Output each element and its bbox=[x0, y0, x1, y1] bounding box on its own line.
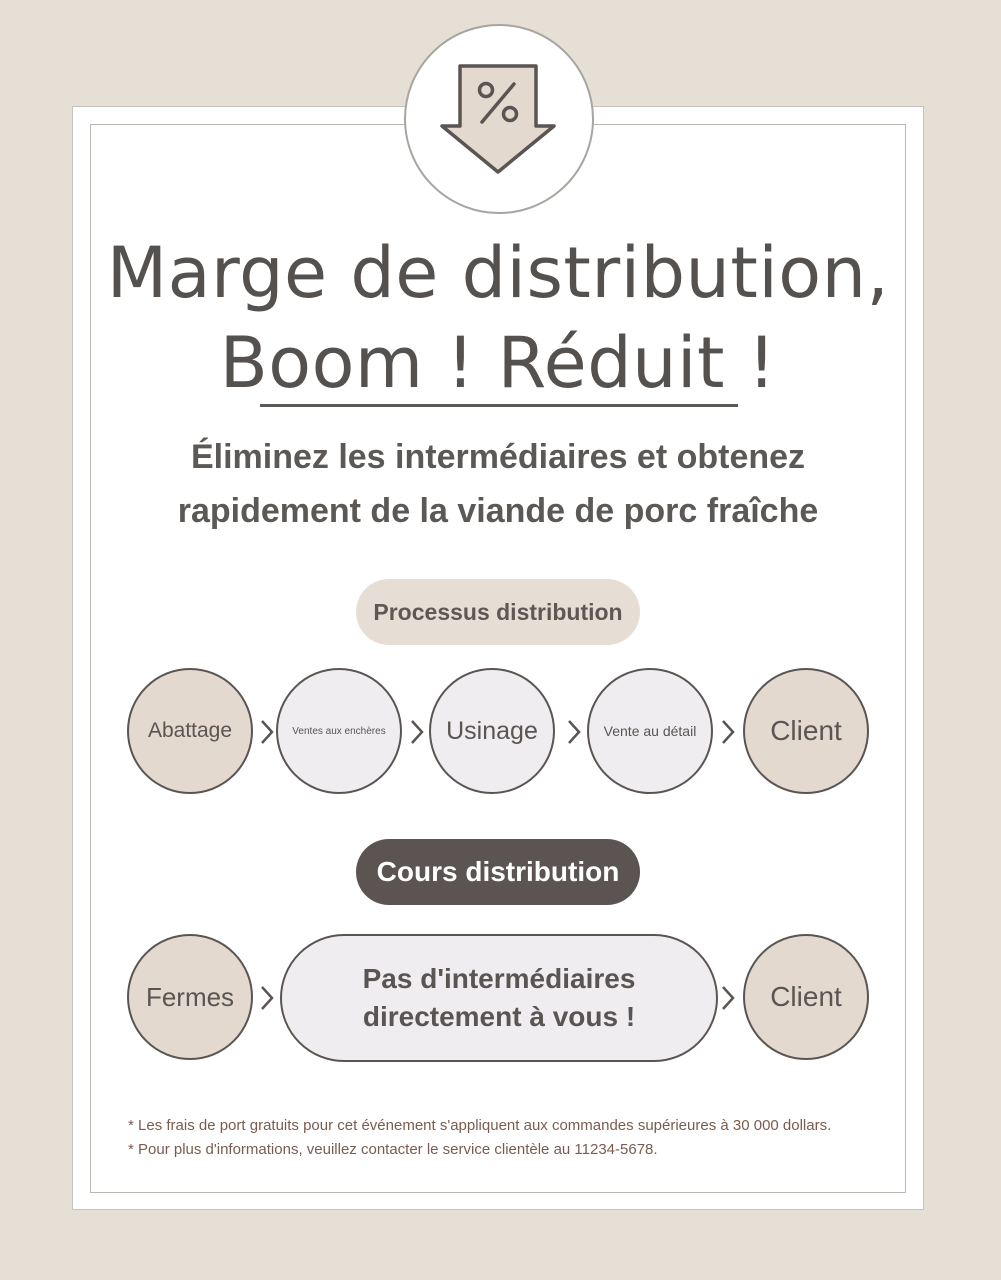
subtitle bbox=[90, 430, 906, 538]
course-step-client: Client bbox=[743, 934, 869, 1060]
direct-line-2: directement à vous ! bbox=[362, 1001, 636, 1032]
subtitle-line-1: Éliminez les intermédiaires et obtenez bbox=[190, 438, 806, 476]
course-step-direct bbox=[280, 934, 718, 1062]
footnote-contact: * Pour plus d'informations, veuillez contacter le service clientèle au 11234-5678. bbox=[128, 1141, 658, 1158]
direct-line-1: Pas d'intermédiaires bbox=[362, 963, 636, 994]
process-label: Processus distribution bbox=[356, 579, 640, 645]
course-step-fermes: Fermes bbox=[127, 934, 253, 1060]
course-label: Cours distribution bbox=[356, 839, 640, 905]
chevron-right-icon bbox=[720, 718, 736, 746]
title-line-1: Marge de distribution, bbox=[106, 232, 890, 314]
discount-badge bbox=[404, 24, 594, 214]
chevron-right-icon bbox=[259, 984, 275, 1012]
process-step-client: Client bbox=[743, 668, 869, 794]
percent-down-arrow-icon bbox=[440, 60, 558, 178]
chevron-right-icon bbox=[409, 718, 425, 746]
process-step-ventes: Ventes aux enchères bbox=[276, 668, 402, 794]
title-line-2: Boom ! Réduit ! bbox=[219, 322, 777, 404]
process-step-vente-detail: Vente au détail bbox=[587, 668, 713, 794]
footnotes bbox=[128, 1114, 888, 1162]
process-step-abattage: Abattage bbox=[127, 668, 253, 794]
subtitle-line-2: rapidement de la viande de porc fraîche bbox=[177, 492, 819, 530]
footnote-shipping: * Les frais de port gratuits pour cet événement s'appliquent aux commandes supérieures à 30 000 dollars. bbox=[128, 1117, 832, 1134]
title-underline bbox=[260, 404, 738, 407]
chevron-right-icon bbox=[566, 718, 582, 746]
page-title bbox=[90, 228, 906, 408]
chevron-right-icon bbox=[720, 984, 736, 1012]
process-step-usinage: Usinage bbox=[429, 668, 555, 794]
chevron-right-icon bbox=[259, 718, 275, 746]
